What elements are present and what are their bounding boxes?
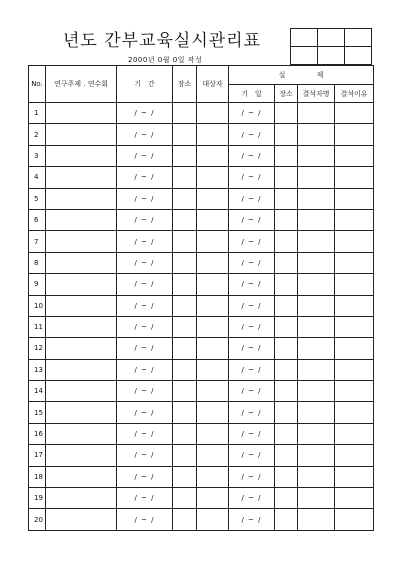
place-cell[interactable] [173, 295, 197, 316]
table-row [29, 488, 374, 509]
target-cell[interactable] [197, 402, 229, 423]
actual-period-cell[interactable]: / ~ / [229, 509, 275, 530]
absence-reason-cell[interactable] [335, 338, 374, 359]
target-cell[interactable] [197, 103, 229, 124]
row-number: 15 [29, 402, 46, 423]
actual-place-cell[interactable] [275, 145, 298, 166]
period-cell[interactable]: / ~ / [117, 423, 173, 444]
absentee-cell[interactable] [298, 274, 335, 295]
form-title: 년도 간부교육실시관리표 [62, 31, 262, 51]
actual-period-cell[interactable]: / ~ / [229, 466, 275, 487]
place-cell[interactable] [173, 509, 197, 530]
place-cell[interactable] [173, 381, 197, 402]
period-cell[interactable]: / ~ / [117, 209, 173, 230]
actual-place-cell[interactable] [275, 359, 298, 380]
actual-period-cell[interactable]: / ~ / [229, 167, 275, 188]
col-header-absentee: 결석자명 [298, 85, 335, 103]
row-number: 6 [29, 209, 46, 230]
actual-period-cell[interactable]: / ~ / [229, 402, 275, 423]
place-cell[interactable] [173, 359, 197, 380]
approval-box [290, 28, 372, 65]
row-number: 5 [29, 188, 46, 209]
actual-place-cell[interactable] [275, 252, 298, 273]
absence-reason-cell[interactable] [335, 295, 374, 316]
actual-place-cell[interactable] [275, 445, 298, 466]
period-cell[interactable]: / ~ / [117, 466, 173, 487]
absentee-cell[interactable] [298, 103, 335, 124]
absence-reason-cell[interactable] [335, 145, 374, 166]
table-row [29, 209, 374, 230]
place-cell[interactable] [173, 145, 197, 166]
period-cell[interactable]: / ~ / [117, 338, 173, 359]
actual-place-cell[interactable] [275, 509, 298, 530]
date-line: 2000년 0월 0일 작성 [128, 56, 203, 64]
absentee-cell[interactable] [298, 381, 335, 402]
table-row [29, 423, 374, 444]
table-row [29, 338, 374, 359]
approval-cell[interactable] [318, 29, 345, 47]
row-number: 3 [29, 145, 46, 166]
target-cell[interactable] [197, 488, 229, 509]
place-cell[interactable] [173, 402, 197, 423]
absentee-cell[interactable] [298, 124, 335, 145]
target-cell[interactable] [197, 167, 229, 188]
period-cell[interactable]: / ~ / [117, 445, 173, 466]
place-cell[interactable] [173, 445, 197, 466]
place-cell[interactable] [173, 209, 197, 230]
actual-period-cell[interactable]: / ~ / [229, 381, 275, 402]
topic-cell[interactable] [46, 488, 117, 509]
table-row [29, 274, 374, 295]
actual-period-cell[interactable]: / ~ / [229, 316, 275, 337]
absentee-cell[interactable] [298, 167, 335, 188]
absentee-cell[interactable] [298, 488, 335, 509]
actual-period-cell[interactable]: / ~ / [229, 103, 275, 124]
actual-period-cell[interactable]: / ~ / [229, 488, 275, 509]
place-cell[interactable] [173, 231, 197, 252]
col-header-place: 장소 [173, 66, 197, 103]
topic-cell[interactable] [46, 103, 117, 124]
absence-reason-cell[interactable] [335, 209, 374, 230]
row-number: 20 [29, 509, 46, 530]
table-row [29, 103, 374, 124]
absentee-cell[interactable] [298, 316, 335, 337]
place-cell[interactable] [173, 316, 197, 337]
actual-place-cell[interactable] [275, 402, 298, 423]
row-number: 18 [29, 466, 46, 487]
table-row [29, 466, 374, 487]
topic-cell[interactable] [46, 124, 117, 145]
period-cell[interactable]: / ~ / [117, 295, 173, 316]
row-number: 7 [29, 231, 46, 252]
topic-cell[interactable] [46, 423, 117, 444]
row-number: 17 [29, 445, 46, 466]
actual-place-cell[interactable] [275, 381, 298, 402]
absentee-cell[interactable] [298, 295, 335, 316]
period-cell[interactable]: / ~ / [117, 252, 173, 273]
period-cell[interactable]: / ~ / [117, 359, 173, 380]
topic-cell[interactable] [46, 188, 117, 209]
place-cell[interactable] [173, 274, 197, 295]
absence-reason-cell[interactable] [335, 274, 374, 295]
place-cell[interactable] [173, 466, 197, 487]
absentee-cell[interactable] [298, 145, 335, 166]
table-row [29, 381, 374, 402]
target-cell[interactable] [197, 381, 229, 402]
target-cell[interactable] [197, 188, 229, 209]
topic-cell[interactable] [46, 509, 117, 530]
row-number: 14 [29, 381, 46, 402]
actual-period-cell[interactable]: / ~ / [229, 295, 275, 316]
absentee-cell[interactable] [298, 445, 335, 466]
table-row [29, 359, 374, 380]
actual-place-cell[interactable] [275, 295, 298, 316]
approval-cell[interactable] [291, 29, 318, 47]
approval-cell[interactable] [291, 47, 318, 65]
row-number: 2 [29, 124, 46, 145]
col-header-period: 기 간 [117, 66, 173, 103]
actual-place-cell[interactable] [275, 103, 298, 124]
absence-reason-cell[interactable] [335, 381, 374, 402]
col-header-actual-period: 기 일 [229, 85, 275, 103]
absence-reason-cell[interactable] [335, 466, 374, 487]
approval-cell[interactable] [345, 29, 372, 47]
period-cell[interactable]: / ~ / [117, 124, 173, 145]
target-cell[interactable] [197, 423, 229, 444]
absence-reason-cell[interactable] [335, 252, 374, 273]
table-row [29, 316, 374, 337]
actual-place-cell[interactable] [275, 423, 298, 444]
target-cell[interactable] [197, 209, 229, 230]
actual-period-cell[interactable]: / ~ / [229, 209, 275, 230]
table-row [29, 295, 374, 316]
absence-reason-cell[interactable] [335, 423, 374, 444]
target-cell[interactable] [197, 231, 229, 252]
topic-cell[interactable] [46, 295, 117, 316]
absence-reason-cell[interactable] [335, 124, 374, 145]
table-row [29, 167, 374, 188]
row-number: 12 [29, 338, 46, 359]
target-cell[interactable] [197, 295, 229, 316]
absentee-cell[interactable] [298, 231, 335, 252]
actual-place-cell[interactable] [275, 231, 298, 252]
period-cell[interactable]: / ~ / [117, 231, 173, 252]
actual-place-cell[interactable] [275, 316, 298, 337]
table-body [29, 103, 374, 531]
target-cell[interactable] [197, 316, 229, 337]
absence-reason-cell[interactable] [335, 359, 374, 380]
topic-cell[interactable] [46, 231, 117, 252]
place-cell[interactable] [173, 423, 197, 444]
row-number: 8 [29, 252, 46, 273]
target-cell[interactable] [197, 359, 229, 380]
col-header-target: 대상자 [197, 66, 229, 103]
table-row [29, 145, 374, 166]
row-number: 9 [29, 274, 46, 295]
absentee-cell[interactable] [298, 466, 335, 487]
table-row [29, 445, 374, 466]
row-number: 13 [29, 359, 46, 380]
col-header-absence-reason: 결석이유 [335, 85, 374, 103]
absence-reason-cell[interactable] [335, 103, 374, 124]
actual-period-cell[interactable]: / ~ / [229, 231, 275, 252]
topic-cell[interactable] [46, 209, 117, 230]
period-cell[interactable]: / ~ / [117, 103, 173, 124]
place-cell[interactable] [173, 338, 197, 359]
absence-reason-cell[interactable] [335, 188, 374, 209]
approval-cell[interactable] [318, 47, 345, 65]
actual-place-cell[interactable] [275, 188, 298, 209]
actual-place-cell[interactable] [275, 488, 298, 509]
absence-reason-cell[interactable] [335, 316, 374, 337]
row-number: 10 [29, 295, 46, 316]
actual-period-cell[interactable]: / ~ / [229, 338, 275, 359]
absentee-cell[interactable] [298, 359, 335, 380]
row-number: 11 [29, 316, 46, 337]
actual-place-cell[interactable] [275, 209, 298, 230]
absentee-cell[interactable] [298, 252, 335, 273]
period-cell[interactable]: / ~ / [117, 274, 173, 295]
actual-period-cell[interactable]: / ~ / [229, 252, 275, 273]
actual-period-cell[interactable]: / ~ / [229, 124, 275, 145]
topic-cell[interactable] [46, 145, 117, 166]
table-row [29, 231, 374, 252]
absentee-cell[interactable] [298, 338, 335, 359]
absentee-cell[interactable] [298, 188, 335, 209]
absentee-cell[interactable] [298, 423, 335, 444]
topic-cell[interactable] [46, 338, 117, 359]
period-cell[interactable]: / ~ / [117, 167, 173, 188]
absence-reason-cell[interactable] [335, 402, 374, 423]
period-cell[interactable]: / ~ / [117, 488, 173, 509]
period-cell[interactable]: / ~ / [117, 188, 173, 209]
actual-period-cell[interactable]: / ~ / [229, 445, 275, 466]
place-cell[interactable] [173, 103, 197, 124]
topic-cell[interactable] [46, 402, 117, 423]
period-cell[interactable]: / ~ / [117, 402, 173, 423]
target-cell[interactable] [197, 466, 229, 487]
absence-reason-cell[interactable] [335, 509, 374, 530]
target-cell[interactable] [197, 445, 229, 466]
table-row [29, 402, 374, 423]
topic-cell[interactable] [46, 445, 117, 466]
actual-period-cell[interactable]: / ~ / [229, 359, 275, 380]
target-cell[interactable] [197, 124, 229, 145]
actual-period-cell[interactable]: / ~ / [229, 145, 275, 166]
table-row [29, 509, 374, 530]
topic-cell[interactable] [46, 466, 117, 487]
actual-period-cell[interactable]: / ~ / [229, 423, 275, 444]
topic-cell[interactable] [46, 381, 117, 402]
target-cell[interactable] [197, 274, 229, 295]
absence-reason-cell[interactable] [335, 445, 374, 466]
period-cell[interactable]: / ~ / [117, 509, 173, 530]
absence-reason-cell[interactable] [335, 167, 374, 188]
topic-cell[interactable] [46, 252, 117, 273]
place-cell[interactable] [173, 167, 197, 188]
period-cell[interactable]: / ~ / [117, 316, 173, 337]
target-cell[interactable] [197, 338, 229, 359]
absentee-cell[interactable] [298, 209, 335, 230]
topic-cell[interactable] [46, 316, 117, 337]
row-number: 1 [29, 103, 46, 124]
col-header-no: No. [29, 66, 46, 103]
place-cell[interactable] [173, 188, 197, 209]
place-cell[interactable] [173, 488, 197, 509]
actual-period-cell[interactable]: / ~ / [229, 188, 275, 209]
actual-place-cell[interactable] [275, 466, 298, 487]
row-number: 19 [29, 488, 46, 509]
actual-place-cell[interactable] [275, 124, 298, 145]
period-cell[interactable]: / ~ / [117, 381, 173, 402]
target-cell[interactable] [197, 509, 229, 530]
col-header-topic: 연구주제 . 연수회 [46, 66, 117, 103]
absentee-cell[interactable] [298, 402, 335, 423]
topic-cell[interactable] [46, 167, 117, 188]
place-cell[interactable] [173, 252, 197, 273]
approval-cell[interactable] [345, 47, 372, 65]
absence-reason-cell[interactable] [335, 231, 374, 252]
col-header-actual-place: 장소 [275, 85, 298, 103]
actual-place-cell[interactable] [275, 167, 298, 188]
topic-cell[interactable] [46, 359, 117, 380]
actual-place-cell[interactable] [275, 338, 298, 359]
col-header-actual: 실 제 [229, 66, 374, 85]
table-row [29, 124, 374, 145]
target-cell[interactable] [197, 145, 229, 166]
target-cell[interactable] [197, 252, 229, 273]
absence-reason-cell[interactable] [335, 488, 374, 509]
actual-period-cell[interactable]: / ~ / [229, 274, 275, 295]
training-table [28, 65, 374, 531]
table-row [29, 252, 374, 273]
topic-cell[interactable] [46, 274, 117, 295]
period-cell[interactable]: / ~ / [117, 145, 173, 166]
absentee-cell[interactable] [298, 509, 335, 530]
actual-place-cell[interactable] [275, 274, 298, 295]
table-row [29, 188, 374, 209]
place-cell[interactable] [173, 124, 197, 145]
row-number: 16 [29, 423, 46, 444]
row-number: 4 [29, 167, 46, 188]
